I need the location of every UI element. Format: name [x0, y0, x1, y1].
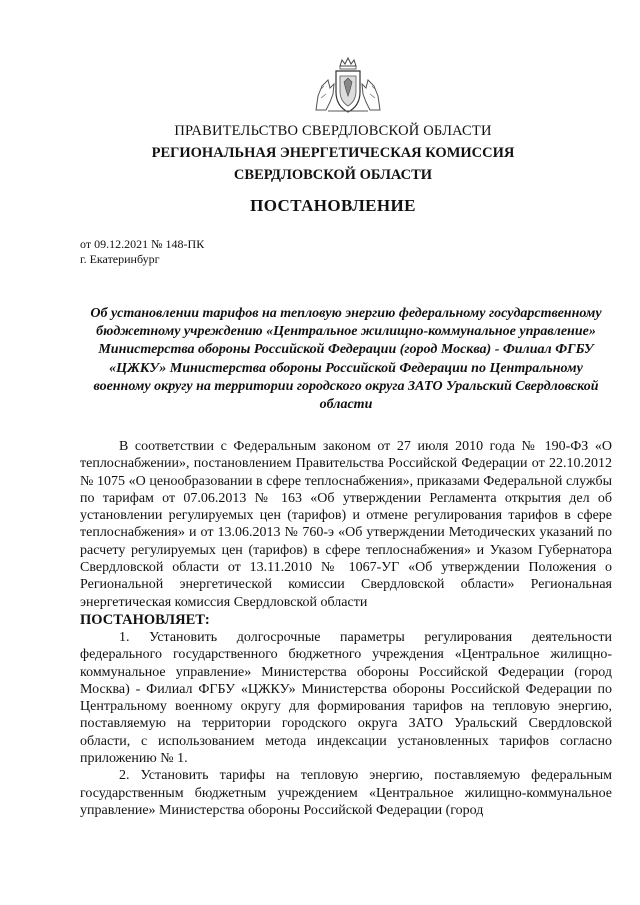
document-date-number: от 09.12.2021 № 148-ПК [80, 237, 205, 251]
preamble-paragraph: В соответствии с Федеральным законом от 27 июля 2010 года № 190-ФЗ «О теплоснабжении», постановлением Правительства Российской Федерации от 22.10.2012 № 1075 «О ценообразовании в сфере теплоснабжения», приказами Федеральной службы по тарифам от 07.06.2013 № 163 «Об утверждении Регламента открытия дел об установлении регулируемых цен (тарифов) и отмене регулирования тарифов в сфере теплоснабжения» и от 13.06.2013 № 760-э «Об утверждении Методических указаний по расчету регулируемых цен (тарифов) в сфере теплоснабжения» и Указом Губернатора Свердловской области от 13.11.2010 № 1067-УГ «Об утверждении Положения о Региональной энергетической комиссии Свердловской области» Региональная энергетическая комиссия Свердловской области [80, 439, 612, 610]
government-name: ПРАВИТЕЛЬСТВО СВЕРДЛОВСКОЙ ОБЛАСТИ [174, 123, 492, 139]
document-body [80, 438, 612, 819]
item-1-paragraph: 1. Установить долгосрочные параметры регулирования деятельности федерального государственного бюджетного учреждения «Центральное жилищно-коммунальное управление» Министерства обороны Российской Федерации (город Москва) - Филиал ФГБУ «ЦЖКУ» Министерства обороны Российской Федерации по Центральному военному округу для формирования тарифов на тепловую энергию, поставляемую на территории городского округа ЗАТО Уральский Свердловской области, с использованием метода индексации установленных тарифов согласно приложению № 1. [80, 629, 612, 767]
document-city: г. Екатеринбург [80, 252, 160, 266]
commission-name-line1: РЕГИОНАЛЬНАЯ ЭНЕРГЕТИЧЕСКАЯ КОМИССИЯ [151, 145, 515, 161]
document-meta [80, 237, 204, 267]
document-subject: Об установлении тарифов на тепловую энергию федеральному государственному бюджетному учреждению «Центральное жилищно-коммунальное управление» Министерства обороны Российской Федерации (город Москва) - Филиал ФГБУ «ЦЖКУ» Министерства обороны Российской Федерации по Центральному военному округу на территории городского округа ЗАТО Уральский Свердловской области [90, 306, 602, 413]
document-title: ПОСТАНОВЛЕНИЕ [250, 196, 416, 215]
item-2-paragraph: 2. Установить тарифы на тепловую энергию, поставляемую федеральным государственным бюджетным учреждением «Центральное жилищно-коммунальное управление» Министерства обороны Российской Федерации (город [80, 768, 612, 818]
coat-of-arms-emblem-icon [306, 56, 390, 114]
decree-heading: ПОСТАНОВЛЯЕТ: [80, 611, 210, 628]
commission-name-line2: СВЕРДЛОВСКОЙ ОБЛАСТИ [233, 167, 433, 183]
issuer-header [80, 120, 586, 186]
